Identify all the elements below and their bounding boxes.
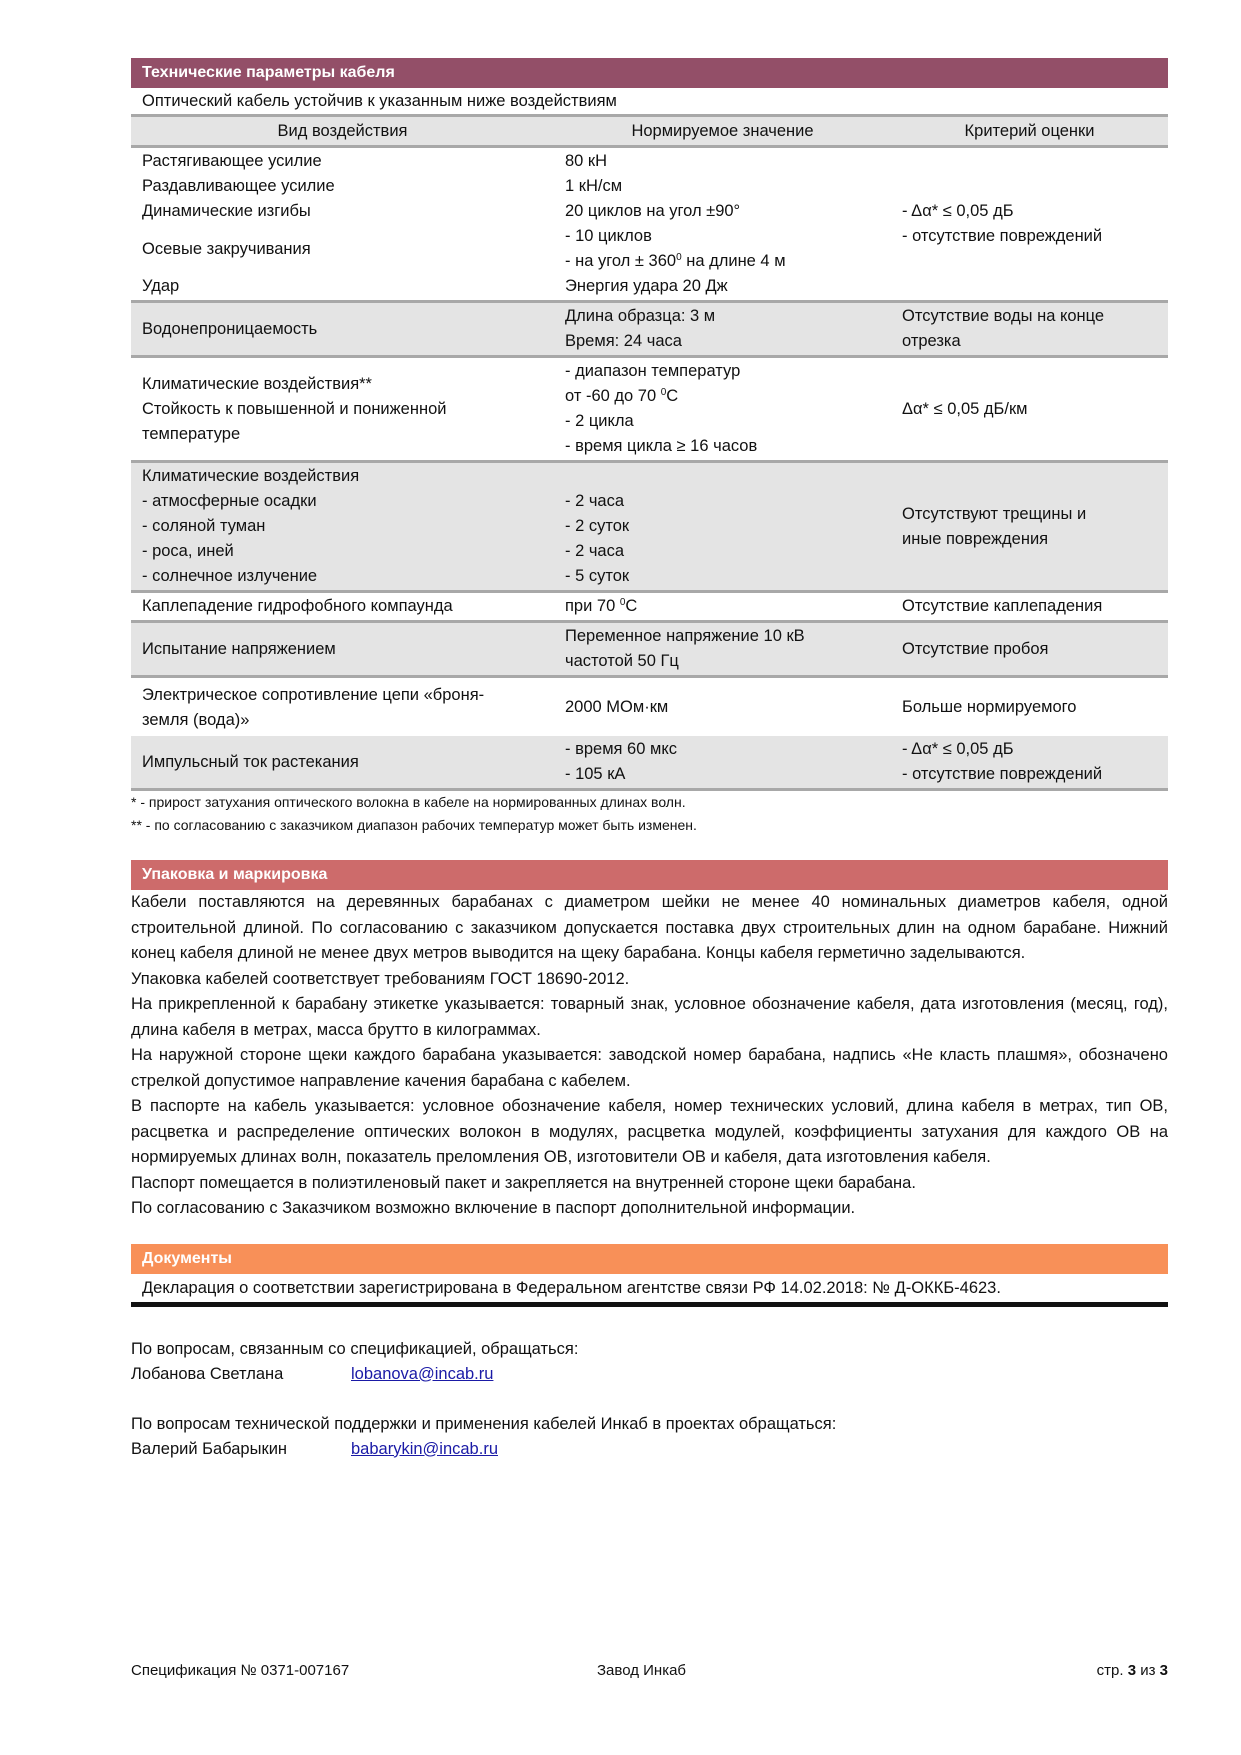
tech-intro: Оптический кабель устойчив к указанным ниже воздействиям bbox=[142, 92, 617, 110]
table-row bbox=[131, 592, 1168, 622]
value-cell: Переменное напряжение 10 кВ частотой 50 Гц bbox=[554, 622, 891, 677]
value-cell: Длина образца: 3 м Время: 24 часа bbox=[554, 302, 891, 357]
tech-contact-email-link[interactable]: babarykin@incab.ru bbox=[351, 1439, 498, 1458]
footnote-1: * - прирост затухания оптического волокна в кабеле на нормированных длинах волн. bbox=[131, 794, 686, 810]
company-name: Завод Инкаб bbox=[597, 1662, 687, 1679]
packaging-paragraph: Кабели поставляются на деревянных барабанах с диаметром шейки не менее 40 номинальных диаметров кабеля, одной строительной длиной. По согласованию с заказчиком допускается поставка двух строительных длин на одном барабане. Нижний конец кабеля длиной не менее двух метров выводится на щеку барабана. Концы кабеля герметично заделываются. bbox=[131, 893, 1168, 962]
impact-cell: Импульсный ток растекания bbox=[131, 736, 554, 790]
impact-cell: Электрическое сопротивление цепи «броня- земля (вода)» bbox=[142, 686, 485, 729]
packaging-paragraph: Паспорт помещается в полиэтиленовый пакет и закрепляется на внутренней стороне щеки барабана. bbox=[131, 1173, 916, 1192]
value-cell: при 70 $^0$С bbox=[554, 592, 891, 622]
packaging-paragraph: Упаковка кабелей соответствует требованиям ГОСТ 18690-2012. bbox=[131, 969, 630, 988]
spec-number: Спецификация № 0371-007167 bbox=[131, 1662, 350, 1679]
criterion-cell: - Δα* ≤ 0,05 дБ - отсутствие повреждений bbox=[891, 147, 1168, 302]
impact-cell: Испытание напряжением bbox=[131, 622, 554, 677]
value-cell: 2000 МОм·км bbox=[565, 697, 669, 716]
table-row bbox=[131, 357, 1168, 462]
criterion-cell: Отсутствие пробоя bbox=[891, 622, 1168, 677]
packaging-paragraph: На прикрепленной к барабану этикетке указывается: товарный знак, условное обозначение кабеля, дата изготовления (месяц, год), длина кабеля в метрах, масса брутто в килограммах. bbox=[131, 995, 1168, 1039]
impact-cell: Климатические воздействия - атмосферные осадки - соляной туман - роса, иней - солнечное излучение bbox=[131, 462, 554, 592]
footnote-2: ** - по согласованию с заказчиком диапазон рабочих температур может быть изменен. bbox=[131, 817, 697, 833]
tech-contact-name: Валерий Бабарыкин bbox=[131, 1439, 288, 1458]
tech-contact-label: По вопросам технической поддержки и применения кабелей Инкаб в проектах обращаться: bbox=[131, 1414, 837, 1433]
spec-contact-email-link[interactable]: lobanova@incab.ru bbox=[351, 1364, 494, 1383]
table-row bbox=[131, 147, 1168, 302]
value-cell: - 2 часа - 2 суток - 2 часа - 5 суток bbox=[554, 462, 891, 592]
tech-contact-row bbox=[131, 1437, 1168, 1462]
criterion-cell: - Δα* ≤ 0,05 дБ - отсутствие повреждений bbox=[891, 736, 1168, 790]
criterion-cell: Δα* ≤ 0,05 дБ/км bbox=[891, 357, 1168, 462]
packaging-section-header: Упаковка и маркировка bbox=[131, 860, 1168, 890]
criterion-cell: Отсутствуют трещины и иные повреждения bbox=[891, 462, 1168, 592]
table-row bbox=[131, 677, 1168, 737]
documents-section-header: Документы bbox=[131, 1244, 1168, 1274]
value-cell: - диапазон температур от -60 до 70 $^0$С - 2 цикла - время цикла ≥ 16 часов bbox=[554, 357, 891, 462]
packaging-text bbox=[131, 890, 1168, 1222]
criterion-cell: Больше нормируемого bbox=[902, 697, 1077, 716]
col-header-impact: Вид воздействия bbox=[131, 116, 554, 147]
impact-cell: Каплепадение гидрофобного компаунда bbox=[131, 592, 554, 622]
spec-contact-row bbox=[131, 1362, 1168, 1387]
criterion-cell: Отсутствие воды на конце отрезка bbox=[891, 302, 1168, 357]
spec-table bbox=[131, 114, 1168, 791]
spec-contact-label: По вопросам, связанным со спецификацией, обращаться: bbox=[131, 1339, 579, 1358]
page-number: стр. 3 из 3 bbox=[1096, 1662, 1168, 1679]
col-header-criterion: Критерий оценки bbox=[891, 116, 1168, 147]
table-row bbox=[131, 462, 1168, 592]
page-footer bbox=[131, 1662, 1168, 1679]
document-page bbox=[131, 58, 1168, 1462]
declaration-text: Декларация о соответствии зарегистрирована в Федеральном агентстве связи РФ 14.02.2018: № Д-ОККБ-4623. bbox=[131, 1274, 1168, 1307]
packaging-paragraph: На наружной стороне щеки каждого барабана указывается: заводской номер барабана, надпись «Не класть плашмя», обозначено стрелкой допустимое направление качения барабана с кабелем. bbox=[131, 1046, 1168, 1090]
spec-contact-name: Лобанова Светлана bbox=[131, 1364, 284, 1383]
packaging-paragraph: По согласованию с Заказчиком возможно включение в паспорт дополнительной информации. bbox=[131, 1199, 856, 1217]
tech-section-header: Технические параметры кабеля bbox=[131, 58, 1168, 88]
impact-cell: Растягивающее усилие Раздавливающее усилие Динамические изгибы Осевые закручивания Удар bbox=[131, 147, 554, 302]
criterion-cell: Отсутствие каплепадения bbox=[891, 592, 1168, 622]
value-cell: 80 кН 1 кН/см 20 циклов на угол ±90° - 10 циклов - на угол ± $360^0$ на длине 4 м Энергия удара 20 Дж bbox=[554, 147, 891, 302]
contacts-block bbox=[131, 1337, 1168, 1462]
col-header-value: Нормируемое значение bbox=[554, 116, 891, 147]
impact-cell: Климатические воздействия** Стойкость к повышенной и пониженной температуре bbox=[131, 357, 554, 462]
table-row bbox=[131, 302, 1168, 357]
table-row bbox=[131, 736, 1168, 790]
packaging-paragraph: В паспорте на кабель указывается: условное обозначение кабеля, номер технических условий, длина кабеля в метрах, тип ОВ, расцветка и распределение оптических волокон в модулях, расцветка модулей, коэффициенты затухания для каждого ОВ на нормируемых длинах волн, показатель преломления ОВ, изготовители ОВ и кабеля, дата изготовления кабеля. bbox=[131, 1097, 1168, 1166]
table-row bbox=[131, 622, 1168, 677]
impact-cell: Водонепроницаемость bbox=[131, 302, 554, 357]
value-cell: - время 60 мкс - 105 кА bbox=[554, 736, 891, 790]
